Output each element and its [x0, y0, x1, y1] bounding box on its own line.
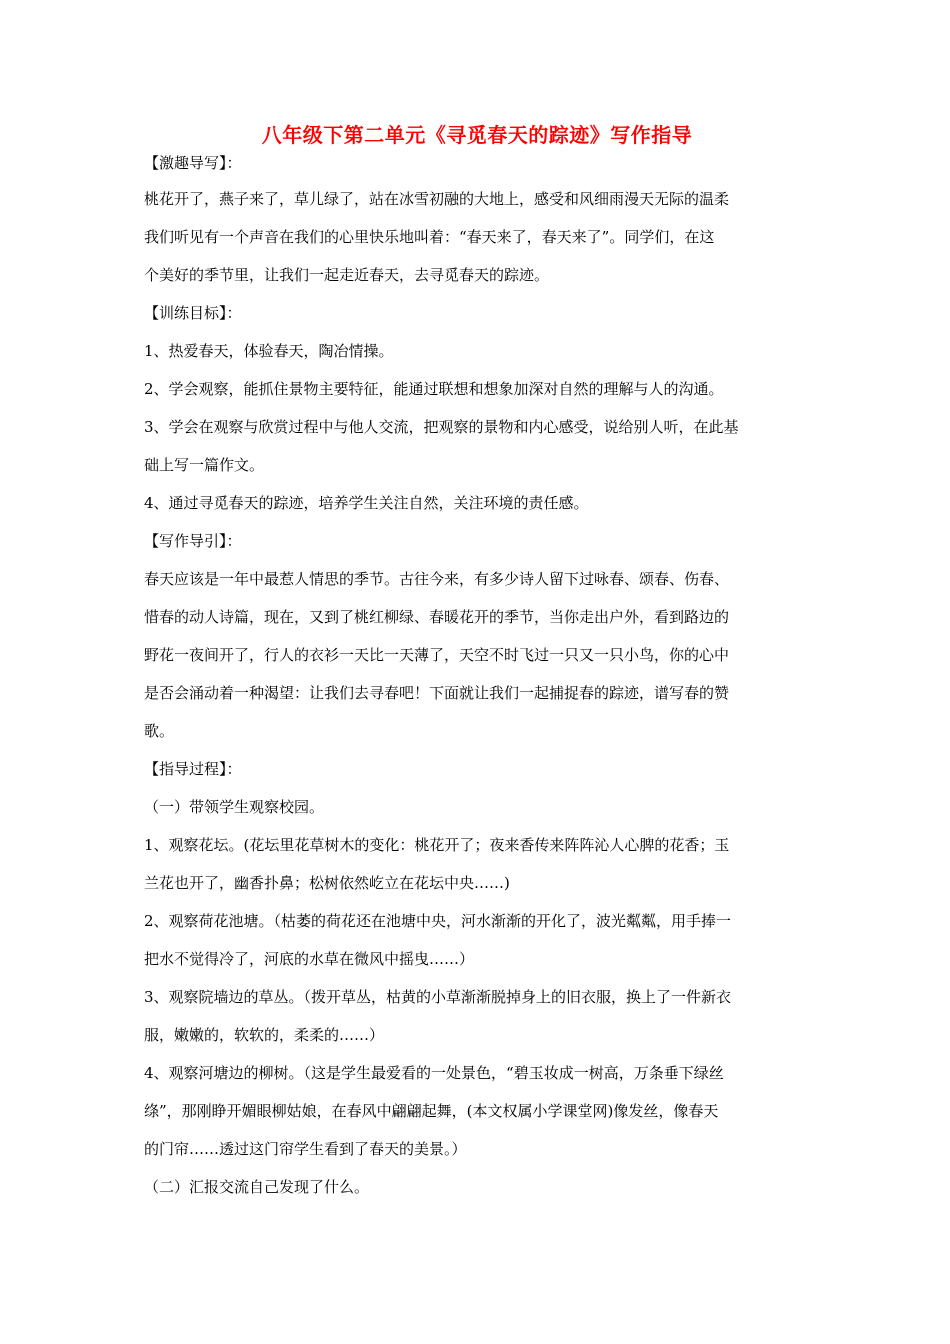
text-line: 我们听见有一个声音在我们的心里快乐地叫着：“春天来了，春天来了”。同学们，在这 [144, 228, 715, 246]
text-line: （二）汇报交流自己发现了什么。 [144, 1178, 370, 1196]
text-line: 绦”，那刚睁开媚眼柳姑娘，在春风中翩翩起舞，(本文权属小学课堂网)像发丝，像春天 [144, 1102, 719, 1120]
section-heading-process: 【指导过程】： [144, 760, 242, 778]
text-line: 3、观察院墙边的草丛。（拨开草丛，枯黄的小草渐渐脱掉身上的旧衣服，换上了一件新衣 [144, 988, 732, 1006]
section-heading-goals: 【训练目标】： [144, 304, 242, 322]
text-line: （一）带领学生观察校园。 [144, 798, 325, 816]
section-heading-intro: 【激趣导写】： [144, 154, 242, 172]
text-line: 桃花开了，燕子来了，草儿绿了，站在冰雪初融的大地上，感受和风细雨漫天无际的温柔 [144, 190, 730, 208]
text-line: 把水不觉得冷了，河底的水草在微风中摇曳……） [144, 950, 475, 968]
text-line: 惜春的动人诗篇，现在，又到了桃红柳绿、春暖花开的季节，当你走出户外，看到路边的 [144, 608, 730, 626]
document-body [144, 152, 810, 1206]
text-line: 2、学会观察，能抓住景物主要特征，能通过联想和想象加深对自然的理解与人的沟通。 [144, 380, 724, 398]
text-line: 个美好的季节里，让我们一起走近春天，去寻觅春天的踪迹。 [144, 266, 550, 284]
document-title: 八年级下第二单元《寻觅春天的踪迹》写作指导 [261, 123, 693, 147]
text-line: 1、热爱春天，体验春天，陶冶情操。 [144, 342, 394, 360]
text-line: 兰花也开了，幽香扑鼻；松树依然屹立在花坛中央……) [144, 874, 510, 892]
text-line: 2、观察荷花池塘。（枯萎的荷花还在池塘中央，河水渐渐的开化了，波光粼粼，用手捧一 [144, 912, 732, 930]
text-line: 1、观察花坛。(花坛里花草树木的变化：桃花开了；夜来香传来阵阵沁人心脾的花香；玉 [144, 836, 730, 854]
text-line: 的门帘……透过这门帘学生看到了春天的美景。） [144, 1140, 467, 1158]
text-line: 础上写一篇作文。 [144, 456, 265, 474]
text-line: 是否会涌动着一种渴望：让我们去寻春吧！下面就让我们一起捕捉春的踪迹，谱写春的赞 [144, 684, 730, 702]
text-line: 野花一夜间开了，行人的衣衫一天比一天薄了，天空不时飞过一只又一只小鸟，你的心中 [144, 646, 730, 664]
text-line: 歌。 [144, 722, 175, 740]
text-line: 4、观察河塘边的柳树。（这是学生最爱看的一处景色，“碧玉妆成一树高，万条垂下绿丝 [144, 1064, 724, 1082]
text-line: 3、学会在观察与欣赏过程中与他人交流，把观察的景物和内心感受，说给别人听，在此基 [144, 418, 739, 436]
document-page [144, 118, 810, 1206]
text-line: 4、通过寻觅春天的踪迹，培养学生关注自然，关注环境的责任感。 [144, 494, 589, 512]
text-line: 春天应该是一年中最惹人情思的季节。古往今来，有多少诗人留下过咏春、颂春、伤春、 [144, 570, 730, 588]
section-heading-writing-guide: 【写作导引】： [144, 532, 242, 550]
text-line: 服，嫩嫩的，软软的，柔柔的……） [144, 1026, 385, 1044]
